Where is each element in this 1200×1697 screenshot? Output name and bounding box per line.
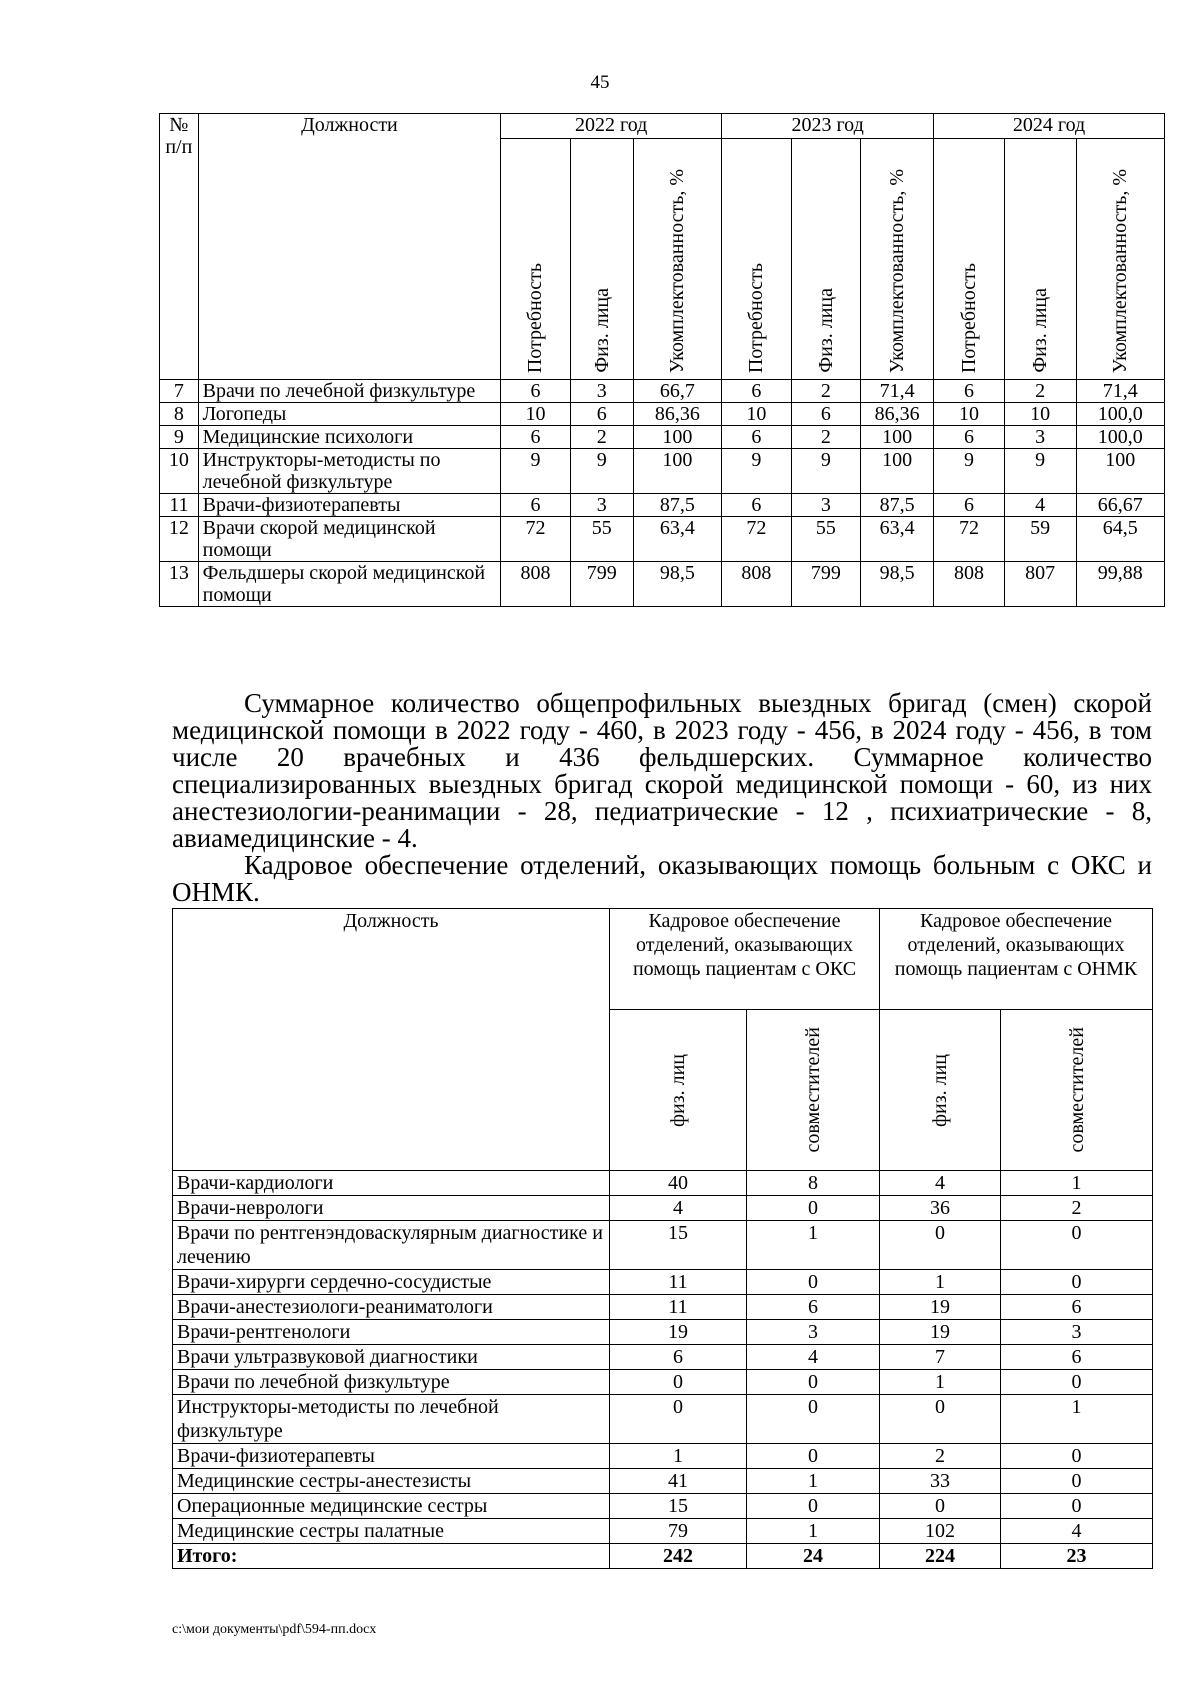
- subheader-label: совместителей: [1065, 1027, 1088, 1153]
- row-position: Врачи-физиотерапевты: [198, 494, 501, 517]
- row-value: 2: [791, 380, 861, 403]
- row-value: 102: [880, 1519, 1001, 1544]
- paragraph-staffing-intro-text: Кадровое обеспечение отделений, оказывающих помощь больным с ОКС и ОНМК.: [172, 850, 1152, 907]
- subheader-cell: [1076, 139, 1164, 380]
- row-value: 98,5: [861, 562, 934, 607]
- row-number: 12: [160, 517, 199, 562]
- paragraph-brigades: [172, 690, 1152, 852]
- row-value: 6: [934, 494, 1005, 517]
- row-value: 0: [1001, 1494, 1153, 1519]
- row-position: Врачи ультразвуковой диагностики: [173, 1345, 610, 1370]
- row-value: 1: [610, 1444, 747, 1469]
- total-value: 224: [880, 1544, 1001, 1569]
- total-value: 23: [1001, 1544, 1153, 1569]
- table-row: [173, 1519, 1153, 1544]
- row-value: 4: [1001, 1519, 1153, 1544]
- row-value: 7: [880, 1345, 1001, 1370]
- row-value: 3: [570, 494, 633, 517]
- row-number: 9: [160, 426, 199, 449]
- row-value: 98,5: [633, 562, 721, 607]
- paragraph-brigades-text: Суммарное количество общепрофильных выездных бригад (смен) скорой медицинской помощи в 2022 году - 460, в 2023 году - 456, в 2024 году - 456, в том числе 20 врачебных и 436 фельдшерских. Суммарное количество специализированных выездных бригад скорой медицинской помощи - 60, из них анестезиологии-реанимации - 28, педиатрические - 12 , психиатрические - 8, авиамедицинские - 4.: [172, 688, 1152, 853]
- row-value: 63,4: [861, 517, 934, 562]
- row-position: Врачи по лечебной физкультуре: [198, 380, 501, 403]
- subheader-label: Укомплектованность, %: [666, 168, 689, 373]
- table-row: [173, 1469, 1153, 1494]
- row-value: 2: [880, 1444, 1001, 1469]
- row-value: 0: [1001, 1469, 1153, 1494]
- row-value: 6: [934, 380, 1005, 403]
- row-value: 3: [570, 380, 633, 403]
- header-year-2024: 2024 год: [934, 114, 1165, 139]
- header-year-2022: 2022 год: [501, 114, 722, 139]
- row-position: Врачи по рентгенэндоваскулярным диагностике и лечению: [173, 1221, 610, 1270]
- total-value: 242: [610, 1544, 747, 1569]
- table-row: [173, 1270, 1153, 1295]
- row-value: 4: [747, 1345, 880, 1370]
- row-value: 10: [722, 403, 792, 426]
- row-value: 41: [610, 1469, 747, 1494]
- row-value: 2: [1001, 1196, 1153, 1221]
- header-position: Должности: [198, 114, 501, 380]
- row-value: 6: [570, 403, 633, 426]
- row-value: 0: [747, 1370, 880, 1395]
- table-row: [173, 1295, 1153, 1320]
- paragraph-staffing-intro: [172, 852, 1152, 906]
- row-position: Врачи-кардиологи: [173, 1171, 610, 1196]
- row-value: 66,67: [1076, 494, 1164, 517]
- row-value: 0: [1001, 1270, 1153, 1295]
- row-value: 1: [747, 1221, 880, 1270]
- subheader-label: физ. лиц: [667, 1053, 689, 1127]
- row-value: 1: [1001, 1395, 1153, 1444]
- row-value: 0: [610, 1395, 747, 1444]
- subheader-cell: [722, 139, 792, 380]
- row-value: 808: [501, 562, 571, 607]
- table-row: [160, 426, 1165, 449]
- row-value: 1: [880, 1270, 1001, 1295]
- row-value: 808: [722, 562, 792, 607]
- row-value: 4: [1004, 494, 1076, 517]
- row-value: 0: [880, 1221, 1001, 1270]
- row-value: 100,0: [1076, 426, 1164, 449]
- row-position: Операционные медицинские сестры: [173, 1494, 610, 1519]
- table-row: [173, 1370, 1153, 1395]
- subheader-label: совместителей: [802, 1027, 824, 1153]
- subheader-cell: [633, 139, 721, 380]
- header-number: № п/п: [160, 114, 199, 380]
- footer-file-path: c:\мои документы\pdf\594-пп.docx: [172, 1622, 377, 1637]
- row-value: 99,88: [1076, 562, 1164, 607]
- table-row: [160, 380, 1165, 403]
- header-year-2023: 2023 год: [722, 114, 934, 139]
- row-value: 79: [610, 1519, 747, 1544]
- row-value: 6: [722, 494, 792, 517]
- row-value: 6: [791, 403, 861, 426]
- row-value: 3: [791, 494, 861, 517]
- row-value: 3: [1004, 426, 1076, 449]
- staffing-table-1: [159, 113, 1165, 607]
- row-value: 100: [633, 426, 721, 449]
- row-value: 0: [610, 1370, 747, 1395]
- table-row: [160, 562, 1165, 607]
- row-position: Фельдшеры скорой медицинской помощи: [198, 562, 501, 607]
- row-value: 33: [880, 1469, 1001, 1494]
- row-value: 71,4: [1076, 380, 1164, 403]
- subheader-cell: [610, 1010, 747, 1171]
- row-position: Врачи по лечебной физкультуре: [173, 1370, 610, 1395]
- row-value: 100: [861, 426, 934, 449]
- row-position: Медицинские сестры-анестезисты: [173, 1469, 610, 1494]
- row-value: 87,5: [861, 494, 934, 517]
- row-value: 6: [610, 1345, 747, 1370]
- subheader-label: физ. лиц: [929, 1053, 952, 1127]
- subheader-label: Потребность: [524, 262, 547, 373]
- row-value: 1: [747, 1469, 880, 1494]
- row-value: 10: [1004, 403, 1076, 426]
- subheader-label: Укомплектованность, %: [1109, 168, 1132, 373]
- row-number: 13: [160, 562, 199, 607]
- row-value: 6: [1001, 1295, 1153, 1320]
- table-row: [173, 1494, 1153, 1519]
- row-value: 100: [861, 449, 934, 494]
- subheader-label: Потребность: [745, 262, 768, 373]
- subheader-cell: [747, 1010, 880, 1171]
- row-value: 86,36: [861, 403, 934, 426]
- row-value: 6: [722, 380, 792, 403]
- row-value: 10: [934, 403, 1005, 426]
- subheader-cell: [501, 139, 571, 380]
- row-position: Медицинские психологи: [198, 426, 501, 449]
- subheader-label: Физ. лица: [590, 288, 613, 373]
- row-value: 19: [610, 1320, 747, 1345]
- row-number: 10: [160, 449, 199, 494]
- row-value: 3: [1001, 1320, 1153, 1345]
- table-row: [173, 1196, 1153, 1221]
- subheader-cell: [1001, 1010, 1153, 1171]
- row-value: 6: [747, 1295, 880, 1320]
- subheader-label: Укомплектованность, %: [886, 168, 909, 373]
- total-value: 24: [747, 1544, 880, 1569]
- subheader-label: Физ. лица: [814, 288, 837, 373]
- row-position: Логопеды: [198, 403, 501, 426]
- row-value: 807: [1004, 562, 1076, 607]
- row-value: 0: [747, 1494, 880, 1519]
- row-value: 2: [1004, 380, 1076, 403]
- row-value: 72: [934, 517, 1005, 562]
- header-group-oks: Кадровое обеспечение отделений, оказывающих помощь пациентам с ОКС: [610, 909, 880, 1010]
- subheader-cell: [791, 139, 861, 380]
- subheader-label: Потребность: [957, 262, 980, 373]
- row-value: 9: [791, 449, 861, 494]
- row-value: 4: [610, 1196, 747, 1221]
- row-value: 11: [610, 1270, 747, 1295]
- row-value: 9: [570, 449, 633, 494]
- table-row: [160, 517, 1165, 562]
- row-value: 6: [934, 426, 1005, 449]
- row-value: 9: [722, 449, 792, 494]
- total-row: [173, 1544, 1153, 1569]
- row-value: 71,4: [861, 380, 934, 403]
- row-value: 0: [1001, 1370, 1153, 1395]
- subheader-cell: [934, 139, 1005, 380]
- row-value: 6: [501, 380, 571, 403]
- row-value: 100,0: [1076, 403, 1164, 426]
- row-value: 6: [722, 426, 792, 449]
- row-value: 0: [747, 1196, 880, 1221]
- staffing-table-2: [172, 908, 1153, 1569]
- row-position: Инструкторы-методисты по лечебной физкультуре: [198, 449, 501, 494]
- subheader-cell: [861, 139, 934, 380]
- row-value: 72: [722, 517, 792, 562]
- row-position: Врачи скорой медицинской помощи: [198, 517, 501, 562]
- row-value: 2: [570, 426, 633, 449]
- row-value: 8: [747, 1171, 880, 1196]
- row-value: 19: [880, 1295, 1001, 1320]
- row-value: 9: [934, 449, 1005, 494]
- row-value: 799: [570, 562, 633, 607]
- row-number: 7: [160, 380, 199, 403]
- row-value: 55: [570, 517, 633, 562]
- row-position: Врачи-физиотерапевты: [173, 1444, 610, 1469]
- row-value: 808: [934, 562, 1005, 607]
- row-value: 6: [501, 494, 571, 517]
- row-value: 36: [880, 1196, 1001, 1221]
- table-row: [173, 1320, 1153, 1345]
- row-position: Врачи-хирурги сердечно-сосудистые: [173, 1270, 610, 1295]
- row-value: 11: [610, 1295, 747, 1320]
- row-value: 2: [791, 426, 861, 449]
- row-position: Врачи-рентгенологи: [173, 1320, 610, 1345]
- row-value: 0: [747, 1395, 880, 1444]
- row-value: 1: [1001, 1171, 1153, 1196]
- header-position-2: Должность: [173, 909, 610, 1171]
- row-value: 10: [501, 403, 571, 426]
- row-value: 0: [1001, 1221, 1153, 1270]
- row-value: 59: [1004, 517, 1076, 562]
- row-value: 0: [747, 1270, 880, 1295]
- row-position: Инструкторы-методисты по лечебной физкультуре: [173, 1395, 610, 1444]
- table-row: [160, 494, 1165, 517]
- row-value: 1: [747, 1519, 880, 1544]
- subheader-cell: [880, 1010, 1001, 1171]
- row-value: 6: [501, 426, 571, 449]
- row-value: 19: [880, 1320, 1001, 1345]
- row-value: 9: [1004, 449, 1076, 494]
- table-row: [160, 403, 1165, 426]
- row-value: 100: [633, 449, 721, 494]
- table-row: [173, 1395, 1153, 1444]
- row-value: 87,5: [633, 494, 721, 517]
- row-value: 0: [880, 1395, 1001, 1444]
- row-value: 3: [747, 1320, 880, 1345]
- row-value: 0: [880, 1494, 1001, 1519]
- row-value: 1: [880, 1370, 1001, 1395]
- header-group-onmk: Кадровое обеспечение отделений, оказывающих помощь пациентам с ОНМК: [880, 909, 1153, 1010]
- row-value: 9: [501, 449, 571, 494]
- row-value: 64,5: [1076, 517, 1164, 562]
- subheader-cell: [1004, 139, 1076, 380]
- table-row: [173, 1444, 1153, 1469]
- page-number: 45: [590, 72, 610, 93]
- row-value: 55: [791, 517, 861, 562]
- table-row: [173, 1221, 1153, 1270]
- row-value: 86,36: [633, 403, 721, 426]
- row-value: 72: [501, 517, 571, 562]
- row-position: Врачи-неврологи: [173, 1196, 610, 1221]
- table-row: [160, 449, 1165, 494]
- row-position: Врачи-анестезиологи-реаниматологи: [173, 1295, 610, 1320]
- total-label: Итого:: [173, 1544, 610, 1569]
- row-value: 15: [610, 1494, 747, 1519]
- row-number: 8: [160, 403, 199, 426]
- row-value: 15: [610, 1221, 747, 1270]
- subheader-label: Физ. лица: [1029, 288, 1052, 373]
- table-row: [173, 1345, 1153, 1370]
- row-value: 6: [1001, 1345, 1153, 1370]
- row-value: 0: [1001, 1444, 1153, 1469]
- row-value: 100: [1076, 449, 1164, 494]
- row-position: Медицинские сестры палатные: [173, 1519, 610, 1544]
- row-value: 799: [791, 562, 861, 607]
- row-value: 63,4: [633, 517, 721, 562]
- table-row: [173, 1171, 1153, 1196]
- row-value: 66,7: [633, 380, 721, 403]
- subheader-cell: [570, 139, 633, 380]
- row-number: 11: [160, 494, 199, 517]
- row-value: 40: [610, 1171, 747, 1196]
- row-value: 4: [880, 1171, 1001, 1196]
- row-value: 0: [747, 1444, 880, 1469]
